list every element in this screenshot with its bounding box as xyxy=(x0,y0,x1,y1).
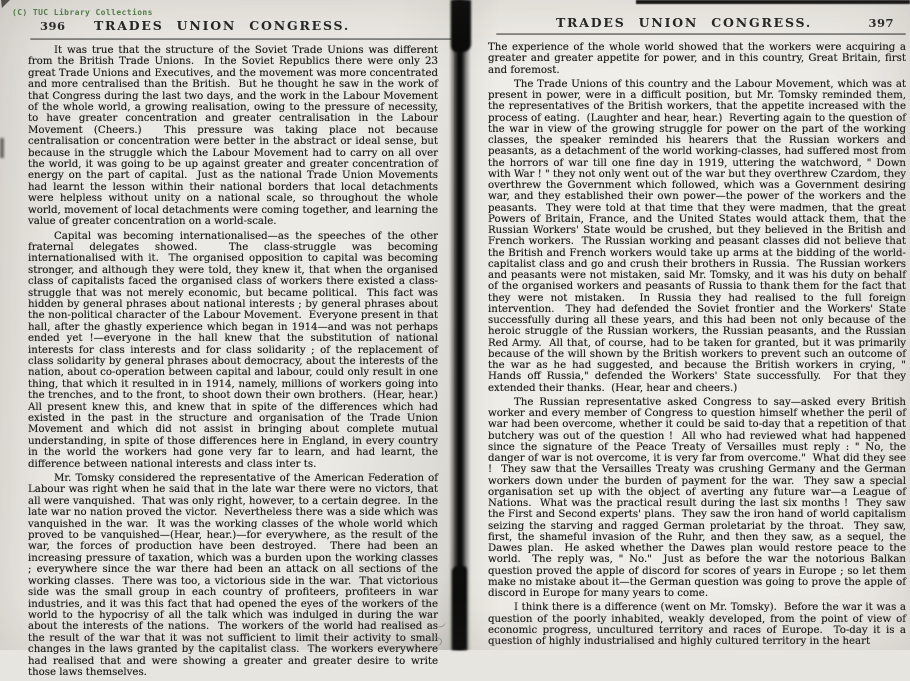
paragraph: The Russian representative asked Congress to say—asked every British worker and every member of Congress to question himself whether the peril of war had been overcome, whether it could be said to-day that a repetition of that butchery was out of the question ! All who had reviewed what had happened since the signature of the Peace Treaty of Versailles must reply : " No, the danger of war is not overcome, it is very far from overcome." What did they see ! They saw that the Versailles Treaty was crushing Germany and the German workers down under the burden of payment for the war. They saw a special organisation set up with the object of averting any future war—a League of Nations. What was the practical result during the last six months ! They saw the First and Second experts' plans. They saw the iron hand of world capitalism seizing the starving and ragged German proletariat by the throat. They saw, first, the shameful invasion of the Ruhr, and then they saw, as a sequel, the Dawes plan. He asked whether the Dawes plan would restore peace to the world. The reply was, " No." Just as before the war the notorious Balkan question proved the apple of discord for scores of years in Europe ; so let them make no mistake about it—the German question was going to prove the apple of discord in Europe for many years to come. xyxy=(488,396,910,599)
right-page-header-title: TRADES UNION CONGRESS. xyxy=(555,15,813,30)
paragraph: It was true that the structure of the Soviet Trade Unions was different from the British Trade Unions. In the Soviet Republics there were only 23 great Trade Unions and Executives, and the movement was more concentrated and more centralised than the British. But he thought he saw in the work of that Congress during the last two days, and the work in the Labour Movement of the whole world, a growing realisation, owing to the pressure of necessity, to have greater concentration and greater centralisation in the Labour Movement (Cheers.) This pressure was taking place not because centralisation or concentration were better in the abstract or ideal sense, but because in the struggle which the Labour Movement had to carry on all over the world, it was going to be up against greater and greater concentration of energy on the part of capital. Just as the national Trade Union Movements had learnt the lesson within their national borders that local detachments were helpless without unity on a national scale, so throughout the whole world, movement of local detachments were coming together, and learning the value of greater concentration on a world-scale. xyxy=(28,45,442,228)
right-page xyxy=(454,0,910,650)
paragraph: Mr. Tomsky considered the representative of the American Federation of Labour was right when he said that in the late war there were no victors, that all were vanquished. That was only right, however, to a certain degree. In the late war no nation proved the victor. Nevertheless there was a side which was vanquished in the war. It was the working classes of the whole world which proved to be vanquished—(Hear, hear.)—for everywhere, as the result of the war, the forces of production have been destroyed. There had been an increasing pressure of taxation, which was a burden upon the working classes ; everywhere since the war there had been an attack on all sections of the working classes. There was too, a victorious side in the war. That victorious side was the small group in each country of profiteers, profiteers in war industries, and it was this fact that had opened the eyes of the workers of the world to the hypocrisy of all the talk which was indulged in during the war about the interests of the nations. The workers of the world had realised as the result of the war that it was not sufficient to limit their activity to small changes in the laws granted by the capitalist class. The workers everywhere had realised that and were showing a greater and greater desire to write those laws themselves. xyxy=(28,473,442,678)
left-page-header-title: TRADES UNION CONGRESS. xyxy=(93,18,351,33)
scan-edge-smudge xyxy=(0,138,4,158)
left-header-rule xyxy=(30,38,452,40)
paragraph: Capital was becoming internationalised—as the speeches of the other fraternal delegates showed. The class-struggle was becoming internationalised with it. The organised opposition to capital was becoming stronger, and although they were told, they knew it, that when the organised class of capitalists faced the organised class of workers there existed a class-struggle that was not merely economic, but became political. This fact was hidden by general phrases about national interests ; by general phrases about the non-political character of the Labour Movement. Everyone present in that hall, after the ghastly experience which began in 1914—and was not perhaps ended yet !—everyone in the hall knew that the substitution of national interests for class interests and for class solidarity ; of the replacement of class solidarity by general phrases about democracy, about the interests of the nation, about co-operation between capital and labour, could only result in one thing, that which it resulted in in 1914, namely, millions of workers going into the trenches, and to the front, to shoot down their own brothers. (Hear, hear.) All present knew this, and knew that in spite of the differences which had existed in the past in the structure and organisation of the Trade Union Movement and which did not assist in bringing about complete mutual understanding, in spite of those differences here in England, in every country in the world the workers had gone very far to learn, and had learnt, the difference between national interests and class inter ts. xyxy=(28,230,442,470)
left-page xyxy=(0,0,454,678)
paragraph: I think there is a difference (went on Mr. Tomsky). Before the war it was a question of the poorly inhabited, weakly developed, from the point of view of economic progress, uncultured territory and races of Europe. To-day it is a question of highly industrialised and highly cultured territory in the heart xyxy=(488,602,910,647)
spine-shadow-bottom xyxy=(452,566,467,650)
right-page-number: 397 xyxy=(868,16,894,30)
paragraph: The Trade Unions of this country and the Labour Movement, which was at present in power, were in a difficult position, but Mr. Tomsky reminded them, the representatives of the British workers, that the appetite increased with the process of eating. (Laughter and hear, hear.) Reverting again to the question of the war in view of the growing struggle for power on the part of the working classes, the speaker reminded his hearers that the Russian workers and peasants, as a detachment of the world working-classes, had suffered most from the horrors of war till one fine day in 1919, uttering the watchword, " Down with War ! " they not only went out of the war but they overthrew Czardom, they overthrew the Government which followed, which was a Government desiring war, and they established their own power—the power of the workers and the peasants. They were told at that time that they were madmen, that the great Powers of Britain, France, and the United States would attack them, that the Russian Workers' State would be crushed, but they believed in the British and French workers. The Russian working and peasant classes did not believe that the British and French workers would take up arms at the bidding of the world-capitalist class and go and crush their brothers in Russia. The Russian workers and peasants were not mistaken, said Mr. Tomsky, and it was his duty on behalf of the organised workers and peasants of Russia to thank them for the fact that they were not mistaken. In Russia they had realised to the full foreign intervention. They had defended the Soviet frontier and the Workers' State successfully during all these years, and this had been not only because of the heroic struggle of the Russian workers, the Russian peasants, and the Russian Red Army. All that, of course, had to be taken for granted, but it was primarily because of the will shown by the British workers to prevent such an outcome of the war as he had suggested, and because the British workers in crying, " Hands off Russia," defended the Workers' State successfully. For that they extended their thanks. (Hear, hear and cheers.) xyxy=(488,78,910,394)
paragraph: The experience of the whole world showed that the workers were acquiring a greater and greater appetite for power, and in this country, Great Britain, first and foremost. xyxy=(488,42,910,76)
scan-top-edge-artifact xyxy=(636,0,910,4)
left-page-body xyxy=(28,45,442,681)
right-header-rule xyxy=(496,33,906,35)
spine-shadow-top xyxy=(451,0,471,52)
right-page-body xyxy=(488,42,910,650)
left-page-number: 396 xyxy=(40,19,66,33)
library-watermark: (C) TUC Library Collections xyxy=(12,8,153,17)
